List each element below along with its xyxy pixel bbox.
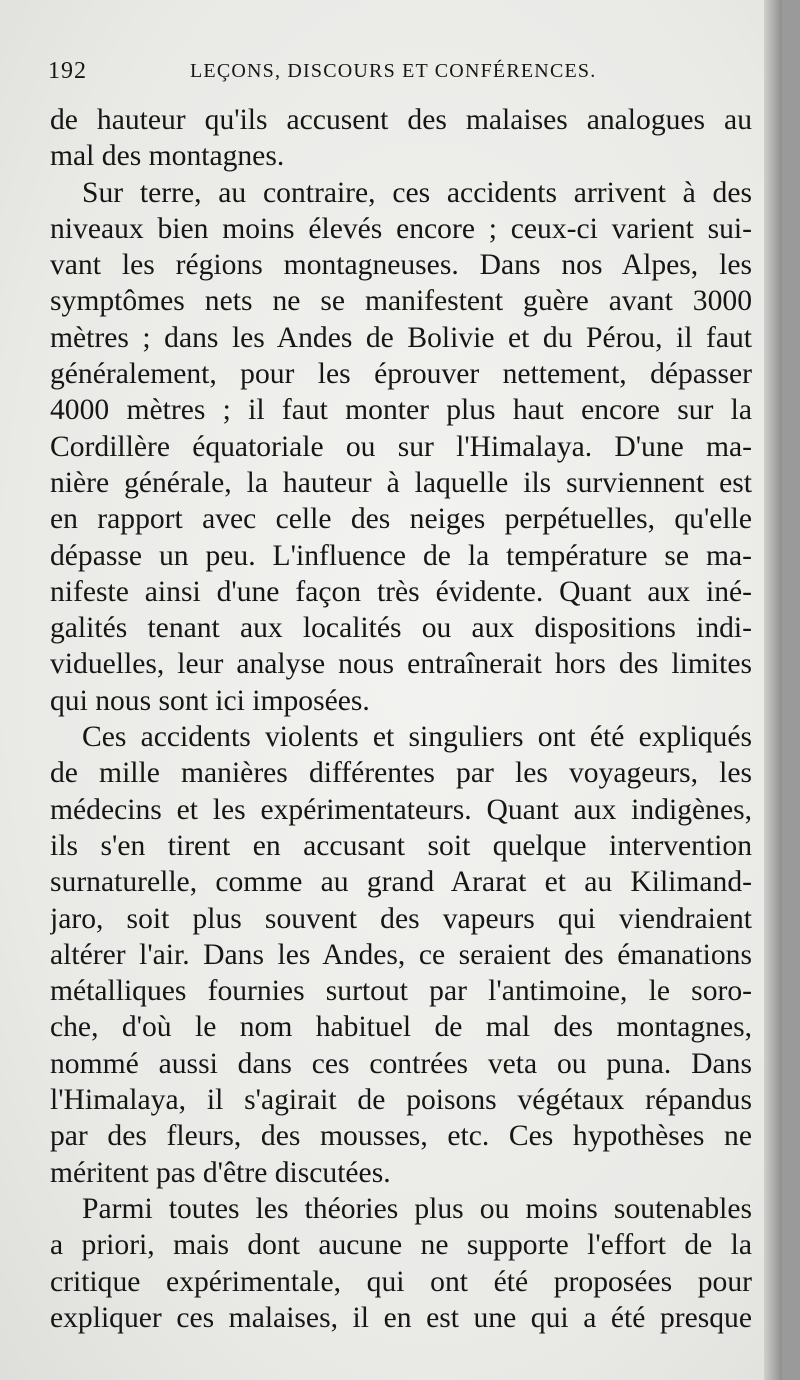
text-line: jaro, soit plus souvent des vapeurs qui viendraient — [50, 902, 752, 935]
text-line: Cordillère équatoriale ou sur l'Himalaya. D'une ma- — [50, 430, 752, 463]
text-line: dépasse un peu. L'influence de la température se ma- — [50, 539, 752, 572]
text-line: critique expérimentale, qui ont été proposées pour — [50, 1265, 752, 1298]
text-line: 4000 mètres ; il faut monter plus haut encore sur la — [50, 394, 752, 427]
text-line: qui nous sont ici imposées. — [50, 684, 370, 717]
text-line: Parmi toutes les théories plus ou moins soutenables — [82, 1192, 752, 1225]
text-line: Sur terre, au contraire, ces accidents arrivent à des — [82, 176, 752, 209]
text-line: altérer l'air. Dans les Andes, ce seraient des émanations — [50, 938, 752, 971]
body-text — [50, 102, 752, 1336]
text-line: en rapport avec celle des neiges perpétuelles, qu'elle — [50, 503, 752, 536]
text-line: viduelles, leur analyse nous entraînerait hors des limites — [50, 648, 752, 681]
text-line: galités tenant aux localités ou aux dispositions indi- — [50, 612, 752, 645]
text-line: che, d'où le nom habituel de mal des montagnes, — [50, 1011, 752, 1044]
text-line: nifeste ainsi d'une façon très évidente. Quant aux iné- — [50, 575, 752, 608]
text-line: expliquer ces malaises, il en est une qui a été presque — [50, 1301, 752, 1334]
text-line: de mille manières différentes par les voyageurs, les — [50, 757, 752, 790]
text-line: niveaux bien moins élevés encore ; ceux-ci varient sui- — [50, 212, 752, 245]
text-line: l'Himalaya, il s'agirait de poisons végétaux répandus — [50, 1084, 752, 1117]
text-line: ils s'en tirent en accusant soit quelque intervention — [50, 829, 752, 862]
running-title: LEÇONS, DISCOURS ET CONFÉRENCES. — [190, 60, 597, 82]
page-header — [48, 58, 748, 92]
text-line: a priori, mais dont aucune ne supporte l'effort de la — [50, 1229, 752, 1262]
text-line: de hauteur qu'ils accusent des malaises analogues au — [50, 104, 752, 136]
text-line: vant les régions montagneuses. Dans nos Alpes, les — [50, 249, 752, 282]
page-number: 192 — [48, 58, 87, 84]
page-edge-shadow — [764, 0, 782, 1380]
text-line: nière générale, la hauteur à laquelle ils surviennent est — [50, 466, 752, 499]
text-line: surnaturelle, comme au grand Ararat et au Kilimand- — [50, 866, 752, 899]
text-line: généralement, pour les éprouver nettement, dépasser — [50, 358, 752, 391]
text-line: Ces accidents violents et singuliers ont été expliqués — [82, 721, 752, 754]
text-line: symptômes nets ne se manifestent guère avant 3000 — [50, 285, 752, 318]
text-line: nommé aussi dans ces contrées veta ou puna. Dans — [50, 1047, 752, 1080]
text-line: par des fleurs, des mousses, etc. Ces hypothèses ne — [50, 1120, 752, 1153]
text-line: médecins et les expérimentateurs. Quant aux indigènes, — [50, 793, 752, 826]
text-line: mal des montagnes. — [50, 140, 285, 173]
text-line: méritent pas d'être discutées. — [50, 1156, 391, 1189]
text-line: mètres ; dans les Andes de Bolivie et du Pérou, il faut — [50, 321, 752, 354]
text-line: métalliques fournies surtout par l'antimoine, le soro- — [50, 975, 752, 1008]
